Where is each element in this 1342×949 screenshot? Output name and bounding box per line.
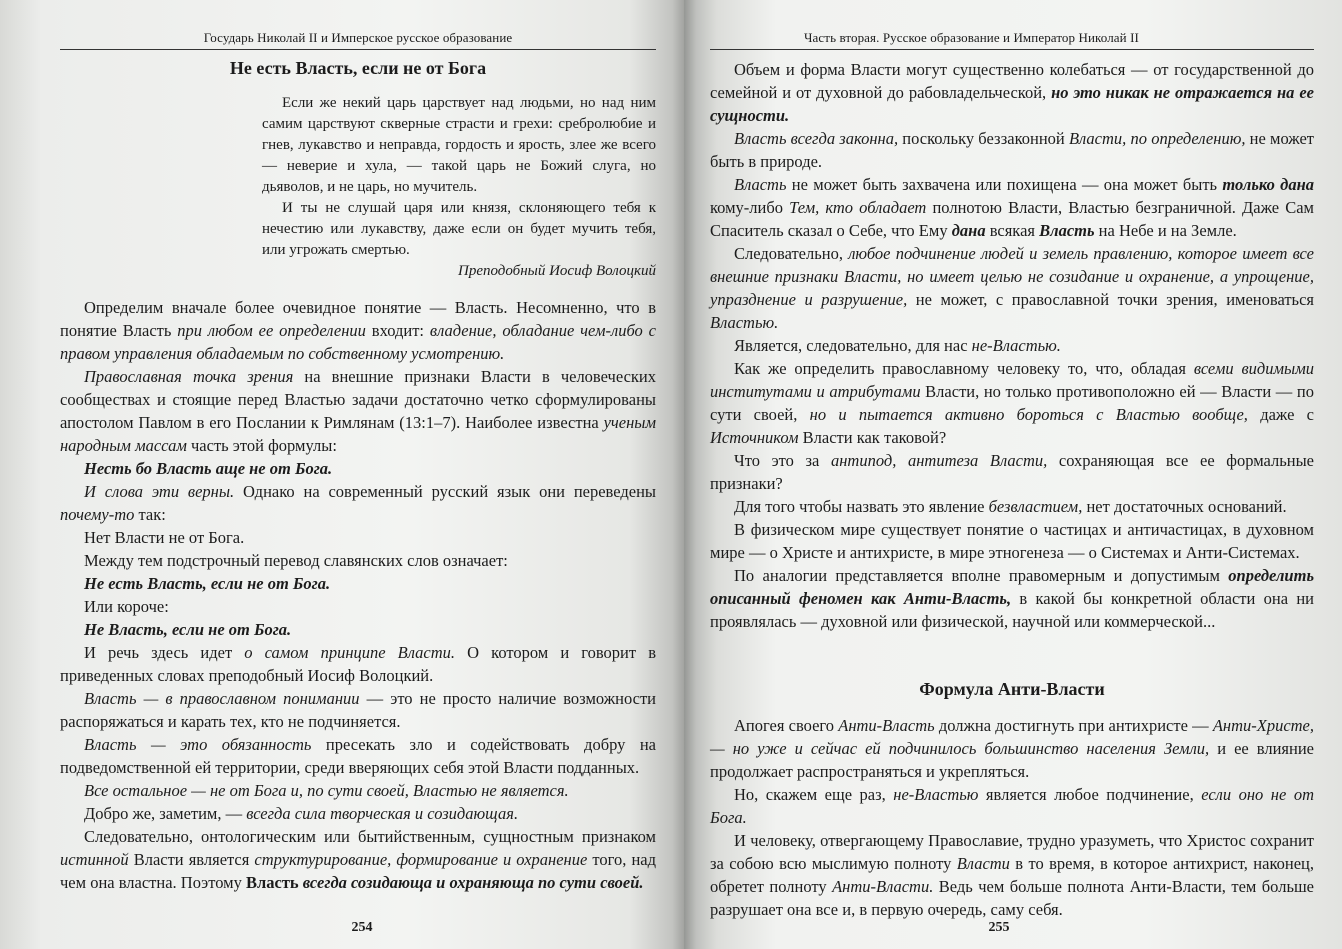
paragraph: И человеку, отвергающему Православие, трудно уразуметь, что Христос сохранит за собою всю мыслимую полноту Власти в то время, в которое антихрист, наконец, обретет полноту Анти-Власти. Ведь чем больше полнота Анти-Власти, тем больше разрушает она все и, в первую очередь, саму себя. xyxy=(710,831,1314,919)
running-header-right: Часть вторая. Русское образование и Император Николай II xyxy=(710,30,1314,50)
paragraph: И речь здесь идет о самом принципе Власти. О котором и говорит в приведенных словах преподобный Иосиф Волоцкий. xyxy=(60,643,656,685)
paragraph: И слова эти верны. Однако на современный русский язык они переведены почему-то так: xyxy=(60,482,656,524)
paragraph: Православная точка зрения на внешние признаки Власти в человеческих сообществах и стоящие перед Властью задачи достаточно четко сформулированы апостолом Павлом в его Послании к Римлянам (13:1–7). Наиболее известна ученым народным массам часть этой формулы: xyxy=(60,367,656,455)
paragraph: По аналогии представляется вполне правомерным и допустимым определить описанный феномен как Анти-Власть, в какой бы конкретной области она ни проявлялась — духовной или физической, научной или коммерческой... xyxy=(710,566,1315,631)
section-title-left: Не есть Власть, если не от Бога xyxy=(229,58,487,78)
right-body-text xyxy=(710,58,1314,633)
epigraph-paragraph: Если же некий царь царствует над людьми, но над ним самим царствуют скверные страсти и грехи: сребролюбие и гнев, лукавство и неправда, гордость и ярость, злее же всего — неверие и хула, — такой царь не Божий слуга, но дьяволов, и не царь, но мучитель. xyxy=(262,95,656,195)
paragraph: Для того чтобы назвать это явление безвластием, нет достаточных оснований. xyxy=(734,497,1287,516)
paragraph: Следовательно, любое подчинение людей и земель правлению, которое имеет все внешние признаки Власти, но имеет целью не созидание и охранение, а упрощение, упразднение и разрушение, не может, с православной точки зрения, именоваться Властью. xyxy=(710,244,1314,332)
epigraph-author: Преподобный Иосиф Волоцкий xyxy=(458,263,656,279)
paragraph: Нет Власти не от Бога. xyxy=(84,528,245,547)
paragraph: Следовательно, онтологическим или бытийственным, сущностным признаком истинной Власти является структурирование, формирование и охранение того, над чем она властна. Поэтому Власть всегда созидающа и охраняюща по сути своей. xyxy=(60,827,657,892)
paragraph: Власть не может быть захвачена или похищена — она может быть только дана кому-либо Тем, кто обладает полнотою Власти, Властью безграничной. Даже Сам Спаситель сказал о Себе, что Ему дана всякая Власть на Небе и на Земле. xyxy=(710,175,1315,240)
quote-short: Не Власть, если не от Бога. xyxy=(84,620,292,639)
paragraph: Апогея своего Анти-Власть должна достигнуть при антихристе — Анти-Христе, — но уже и сейчас ей подчинилось большинство населения Земли, и ее влияние продолжает распространяться и укрепляться. xyxy=(710,716,1315,781)
paragraph: Но, скажем еще раз, не-Властью является любое подчинение, если оно не от Бога. xyxy=(710,785,1314,827)
section-title-right: Формула Анти-Власти xyxy=(919,679,1105,699)
epigraph xyxy=(262,93,656,282)
paragraph: Или короче: xyxy=(84,597,169,616)
paragraph: Власть — это обязанность пресекать зло и содействовать добру на подведомственной ей территории, среди вверяющих себя этой Власти подданных. xyxy=(60,735,657,777)
right-body-text-2 xyxy=(710,714,1314,921)
quote-translation: Не есть Власть, если не от Бога. xyxy=(84,574,331,593)
paragraph: В физическом мире существует понятие о частицах и античастицах, в духовном мире — о Христе и антихристе, в мире этногенеза — о Системах и Анти-Системах. xyxy=(710,520,1314,562)
page-number-left: 254 xyxy=(351,920,373,935)
paragraph: Является, следовательно, для нас не-Властью. xyxy=(734,336,1061,355)
paragraph: Как же определить православному человеку то, что, обладая всеми видимыми институтами и атрибутами Власти, но только противоположно ей — Власти — по сути своей, но и пытается активно бороться с Властью вообще, даже с Источником Власти как таковой? xyxy=(710,359,1315,447)
paragraph: Власть всегда законна, поскольку беззаконной Власти, по определению, не может быть в природе. xyxy=(710,129,1315,171)
gutter-shadow xyxy=(672,0,684,949)
paragraph: Объем и форма Власти могут существенно колебаться — от государственной до семейной и от духовной до рабовладельческой, но это никак не отражается на ее сущности. xyxy=(710,60,1314,125)
page-number-right: 255 xyxy=(988,920,1010,935)
right-page xyxy=(684,0,1342,949)
paragraph: Между тем подстрочный перевод славянских слов означает: xyxy=(84,551,508,570)
paragraph: Все остальное — не от Бога и, по сути своей, Властью не является. xyxy=(84,781,569,800)
paragraph: Что это за антипод, антитеза Власти, сохраняющая все ее формальные признаки? xyxy=(710,451,1314,493)
paragraph: Власть — в православном понимании — это не просто наличие возможности распоряжаться и карать тех, кто не подчиняется. xyxy=(60,689,656,731)
running-header-left: Государь Николай II и Имперское русское образование xyxy=(60,30,656,50)
left-body-text xyxy=(60,296,656,894)
paragraph: Определим вначале более очевидное понятие — Власть. Несомненно, что в понятие Власть при любом ее определении входит: владение, обладание чем-либо с правом управления обладаемым по собственному усмотрению. xyxy=(60,298,656,363)
paragraph: Добро же, заметим, — всегда сила творческая и созидающая. xyxy=(84,804,519,823)
gutter-shadow xyxy=(684,0,696,949)
quote-slavonic: Несть бо Власть аще не от Бога. xyxy=(84,459,333,478)
epigraph-paragraph: И ты не слушай царя или князя, склоняющего тебя к нечестию или лукавству, даже если он будет мучить тебя, или угрожать смертью. xyxy=(262,200,656,258)
